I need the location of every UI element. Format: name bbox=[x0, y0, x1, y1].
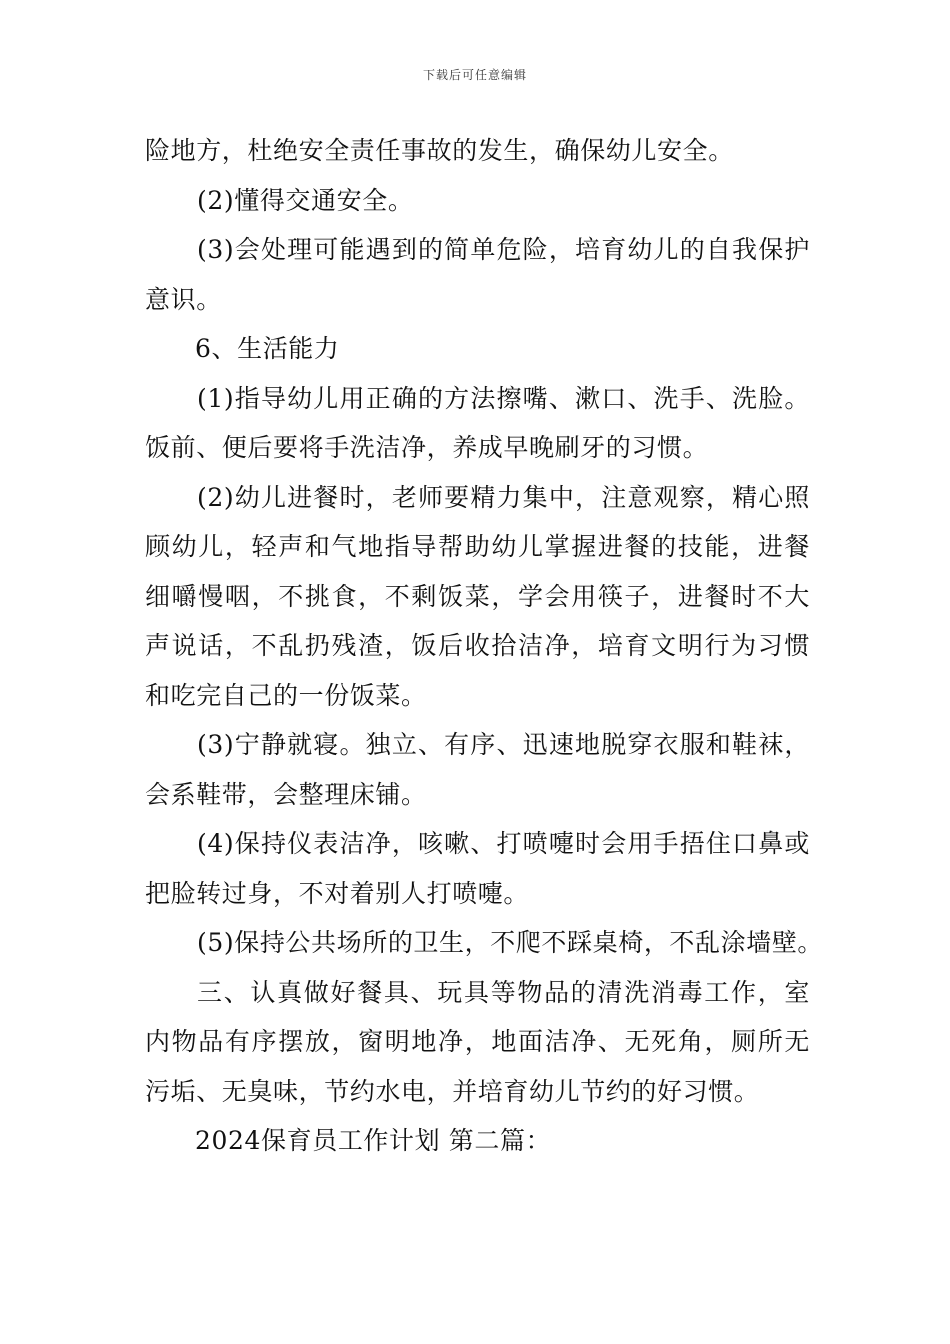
text-line: 意识。 bbox=[145, 284, 222, 314]
text-line: 把脸转过身，不对着别人打喷嚏。 bbox=[145, 878, 530, 908]
text-line: (4)保持仪表洁净，咳嗽、打喷嚏时会用手捂住口鼻或 bbox=[197, 829, 810, 858]
text-line: (5)保持公共场所的卫生，不爬不踩桌椅，不乱涂墙壁。 bbox=[197, 928, 824, 957]
text-line: 饭前、便后要将手洗洁净，养成早晚刷牙的习惯。 bbox=[145, 433, 709, 462]
page-header-note: 下载后可任意编辑 bbox=[422, 68, 527, 82]
text-line: (1)指导幼儿用正确的方法擦嘴、漱口、洗手、洗脸。 bbox=[197, 383, 810, 413]
text-line: 会系鞋带，会整理床铺。 bbox=[145, 779, 427, 809]
text-line: (3)宁静就寝。独立、有序、迅速地脱穿衣服和鞋袜， bbox=[197, 730, 810, 759]
section-heading: 6、生活能力 bbox=[195, 334, 340, 363]
text-line: 险地方，杜绝安全责任事故的发生，确保幼儿安全。 bbox=[145, 136, 734, 165]
text-line: 细嚼慢咽，不挑食，不剩饭菜，学会用筷子，进餐时不大 bbox=[145, 581, 810, 611]
text-line: 声说话，不乱扔残渣，饭后收拾洁净，培育文明行为习惯 bbox=[145, 631, 810, 660]
text-line: 内物品有序摆放，窗明地净，地面洁净、无死角，厕所无 bbox=[145, 1027, 810, 1056]
document-body bbox=[145, 126, 824, 1166]
text-line: (3)会处理可能遇到的简单危险，培育幼儿的自我保护 bbox=[197, 235, 810, 264]
section-title: 2024保育员工作计划 第二篇： bbox=[195, 1126, 552, 1155]
text-line: (2)懂得交通安全。 bbox=[197, 185, 414, 215]
text-line: 污垢、无臭味，节约水电，并培育幼儿节约的好习惯。 bbox=[145, 1076, 760, 1106]
text-line: 和吃完自己的一份饭菜。 bbox=[145, 680, 427, 710]
text-line: (2)幼儿进餐时，老师要精力集中，注意观察，精心照 bbox=[197, 482, 810, 512]
text-line: 顾幼儿，轻声和气地指导帮助幼儿掌握进餐的技能，进餐 bbox=[145, 532, 810, 561]
section-heading: 三、认真做好餐具、玩具等物品的清洗消毒工作，室 bbox=[197, 977, 810, 1007]
